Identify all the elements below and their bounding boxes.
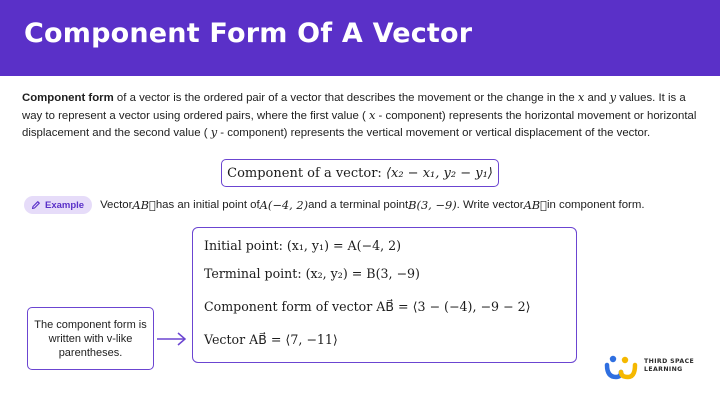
intro-text-2: values. It is a way to represent a vector using ordered pairs, where the first value ( — [22, 92, 686, 122]
example-badge-label: Example — [45, 199, 85, 211]
formula-box — [221, 159, 499, 187]
logo-text — [644, 358, 694, 374]
example-vector-2: AB⃗ — [523, 198, 547, 212]
example-point-a: A(−4, 2) — [259, 198, 309, 212]
example-text-2: has an initial point of — [155, 199, 260, 211]
example-point-b: B(3, −9) — [408, 198, 457, 212]
example-badge — [24, 196, 92, 214]
example-row — [24, 195, 645, 215]
intro-text-and: and — [584, 92, 610, 104]
example-text-3: and a terminal point — [308, 199, 409, 211]
callout-note — [27, 307, 154, 370]
intro-paragraph — [22, 89, 702, 142]
step-terminal-point: Terminal point: (x₂, y₂) = B(3, −9) — [204, 266, 420, 281]
pencil-icon — [31, 200, 41, 210]
callout-text: The component form is written with v-like parentheses. — [34, 318, 147, 359]
logo-mark-icon — [604, 354, 638, 380]
example-text-1: Vector — [100, 199, 133, 211]
intro-term: Component form — [22, 92, 114, 104]
example-vector: AB⃗ — [132, 198, 156, 212]
formula-label: Component of a vector: — [227, 165, 382, 181]
intro-second-var: y — [210, 125, 218, 139]
logo-line-1: THIRD SPACE — [644, 358, 695, 365]
logo-line-2: LEARNING — [644, 366, 683, 373]
solution-steps-box — [192, 227, 577, 363]
intro-var-y: y — [609, 90, 617, 104]
intro-var-x: x — [577, 90, 585, 104]
page-title: Component Form Of A Vector — [24, 18, 473, 49]
formula-expression: ⟨x₂ − x₁, y₂ − y₁⟩ — [385, 165, 493, 181]
example-text-5: in component form. — [547, 199, 645, 211]
step-component-form: Component form of vector AB⃗ = ⟨3 − (−4), −9 − 2⟩ — [204, 299, 531, 314]
arrow-right-icon — [156, 331, 188, 347]
header-banner — [0, 0, 720, 76]
example-text-4: . Write vector — [456, 199, 524, 211]
intro-text-1: of a vector is the ordered pair of a vector that describes the movement or the change in the — [113, 92, 578, 104]
intro-text-3: - component) represents the horizontal movement or horizontal displacement and the second value ( — [22, 109, 697, 139]
step-vector-result: Vector AB⃗ = ⟨7, −11⟩ — [204, 332, 338, 347]
step-initial-point: Initial point: (x₁, y₁) = A(−4, 2) — [204, 238, 402, 253]
intro-first-var: x — [368, 107, 376, 122]
intro-text-4: - component) represents the vertical movement or vertical displacement of the vector. — [217, 127, 651, 139]
third-space-learning-logo — [604, 354, 704, 380]
